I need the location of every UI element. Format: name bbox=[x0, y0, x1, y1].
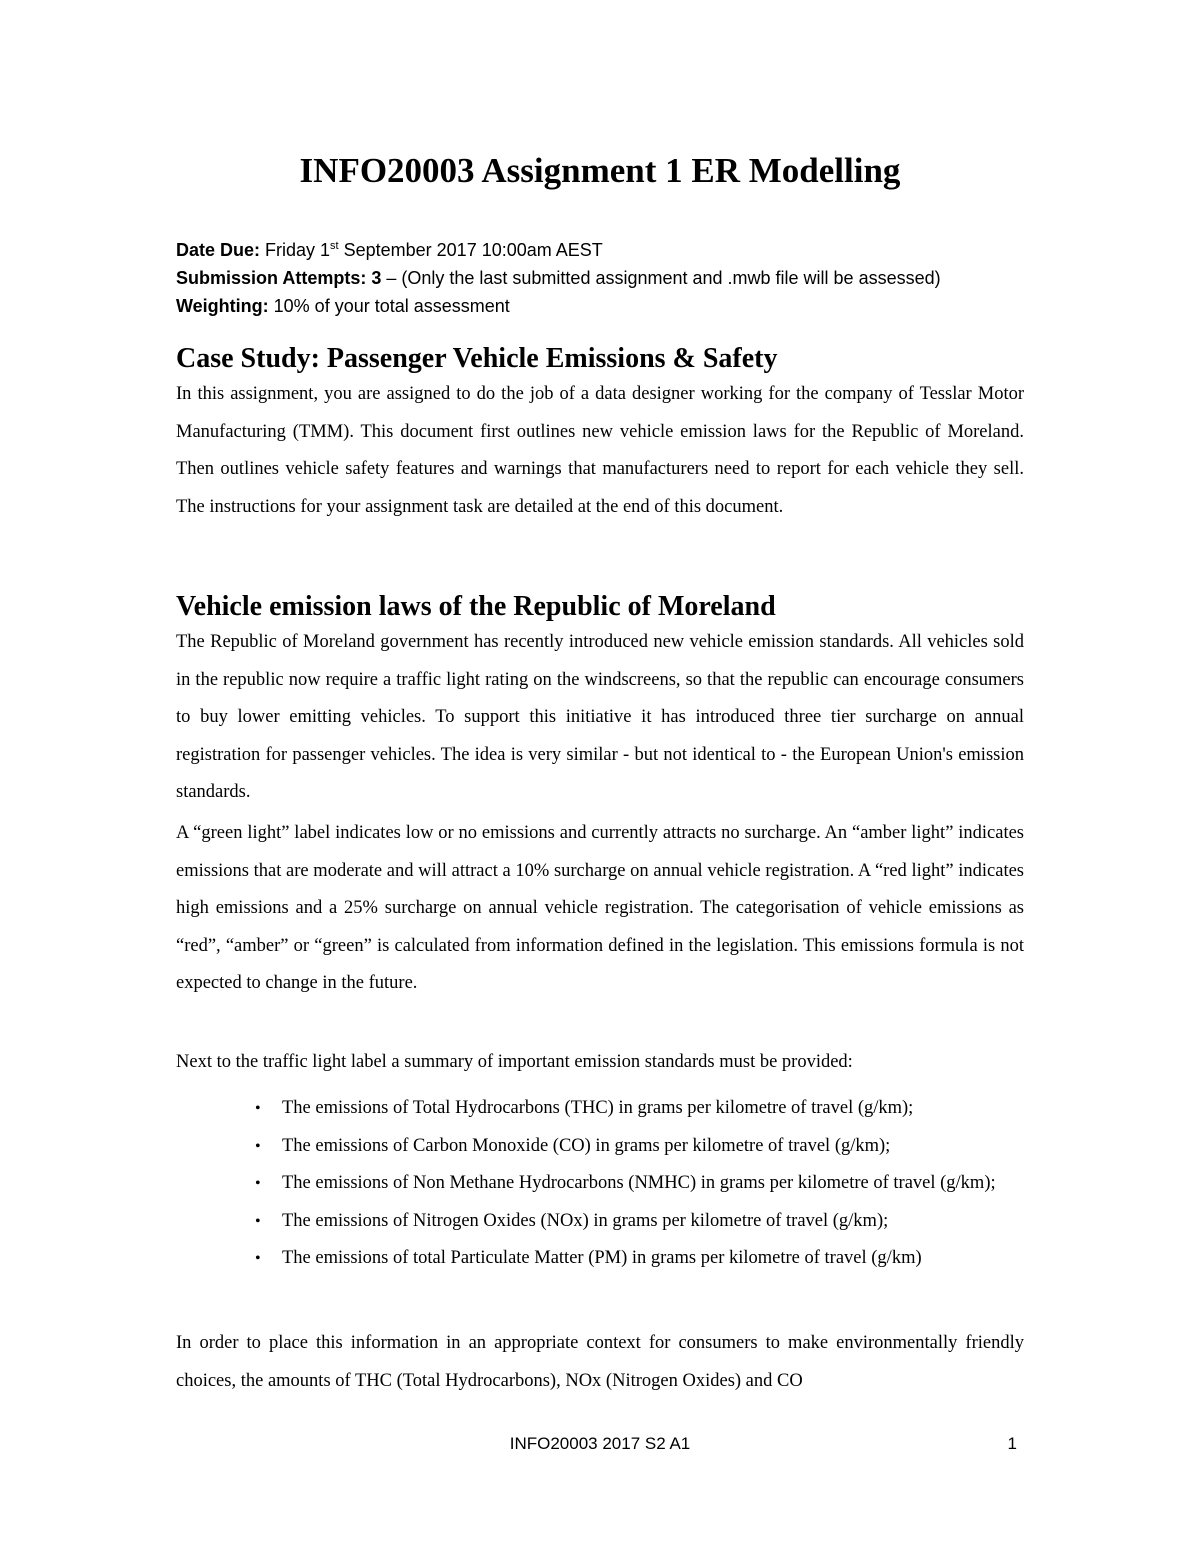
page-footer: INFO20003 2017 S2 A1 bbox=[509, 1434, 691, 1453]
weighting-line bbox=[176, 292, 1036, 320]
list-item-text: The emissions of Nitrogen Oxides (NOx) in grams per kilometre of travel (g/km); bbox=[282, 1210, 889, 1231]
date-due-ordinal: st bbox=[330, 240, 339, 252]
weighting-label: Weighting: bbox=[176, 296, 269, 316]
bullet-icon: • bbox=[255, 1100, 261, 1117]
assignment-meta bbox=[176, 236, 1036, 320]
date-due-label: Date Due: bbox=[176, 240, 261, 260]
list-item bbox=[176, 1090, 1024, 1128]
submission-attempts-value: – (Only the last submitted assignment and .mwb file will be assessed) bbox=[381, 268, 941, 288]
list-item-text: The emissions of total Particulate Matter (PM) in grams per kilometre of travel (g/km) bbox=[282, 1248, 922, 1268]
list-item bbox=[176, 1165, 1024, 1203]
list-item bbox=[176, 1240, 1024, 1278]
date-due-line bbox=[176, 236, 1036, 264]
page-number: 1 bbox=[1007, 1434, 1017, 1453]
list-item-text: The emissions of Non Methane Hydrocarbons (NMHC) in grams per kilometre of travel (g/km); bbox=[282, 1173, 996, 1193]
list-item-text: The emissions of Total Hydrocarbons (THC) in grams per kilometre of travel (g/km); bbox=[282, 1098, 914, 1118]
submission-attempts-label: Submission Attempts: 3 bbox=[176, 268, 382, 288]
bullet-icon: • bbox=[255, 1137, 261, 1155]
emission-laws-paragraph-2: A “green light” label indicates low or no emissions and currently attracts no surcharge. An “amber light” indicates emissions that are moderate and will attract a 10% surcharge on annual vehicle registration. A “red light” indicates high emissions and a 25% surcharge on annual vehicle registration. The categorisation of vehicle emissions as “red”, “amber” or “green” is calculated from information defined in the legislation. This emissions formula is not expected to change in the future. bbox=[176, 823, 1024, 993]
list-item bbox=[176, 1128, 1024, 1166]
emission-laws-paragraph-1: The Republic of Moreland government has recently introduced new vehicle emission standards. All vehicles sold in the republic now require a traffic light rating on the windscreens, so that the republic can encourage consumers to buy lower emitting vehicles. To support this initiative it has introduced three tier surcharge on annual registration for passenger vehicles. The idea is very similar - but not identical to - the European Union's emission standards. bbox=[176, 632, 1024, 802]
bullet-icon: • bbox=[255, 1212, 261, 1230]
bullet-icon: • bbox=[255, 1250, 261, 1267]
case-study-heading: Case Study: Passenger Vehicle Emissions & Safety bbox=[176, 343, 778, 374]
document-title: INFO20003 Assignment 1 ER Modelling bbox=[299, 151, 901, 190]
bullet-icon: • bbox=[255, 1175, 261, 1192]
list-item bbox=[176, 1203, 1024, 1241]
emission-laws-heading: Vehicle emission laws of the Republic of Moreland bbox=[176, 591, 776, 622]
emission-laws-paragraph-4: In order to place this information in an appropriate context for consumers to make environmentally friendly choices, the amounts of THC (Total Hydrocarbons), NOx (Nitrogen Oxides) and CO bbox=[176, 1333, 1024, 1391]
list-item-text: The emissions of Carbon Monoxide (CO) in grams per kilometre of travel (g/km); bbox=[282, 1135, 891, 1156]
emission-laws-paragraph-3: Next to the traffic light label a summary of important emission standards must be provided: bbox=[176, 1052, 853, 1072]
date-due-pre: Friday 1 bbox=[260, 240, 331, 260]
emission-standards-list bbox=[176, 1090, 1024, 1278]
weighting-value: 10% of your total assessment bbox=[268, 296, 510, 316]
case-study-body: In this assignment, you are assigned to do the job of a data designer working for the company of Tesslar Motor Manufacturing (TMM). This document first outlines new vehicle emission laws for the Republic of Moreland. Then outlines vehicle safety features and warnings that manufacturers need to report for each vehicle they sell. The instructions for your assignment task are detailed at the end of this document. bbox=[176, 384, 1024, 517]
submission-attempts-line bbox=[176, 264, 1036, 292]
date-due-post: September 2017 10:00am AEST bbox=[338, 240, 603, 260]
